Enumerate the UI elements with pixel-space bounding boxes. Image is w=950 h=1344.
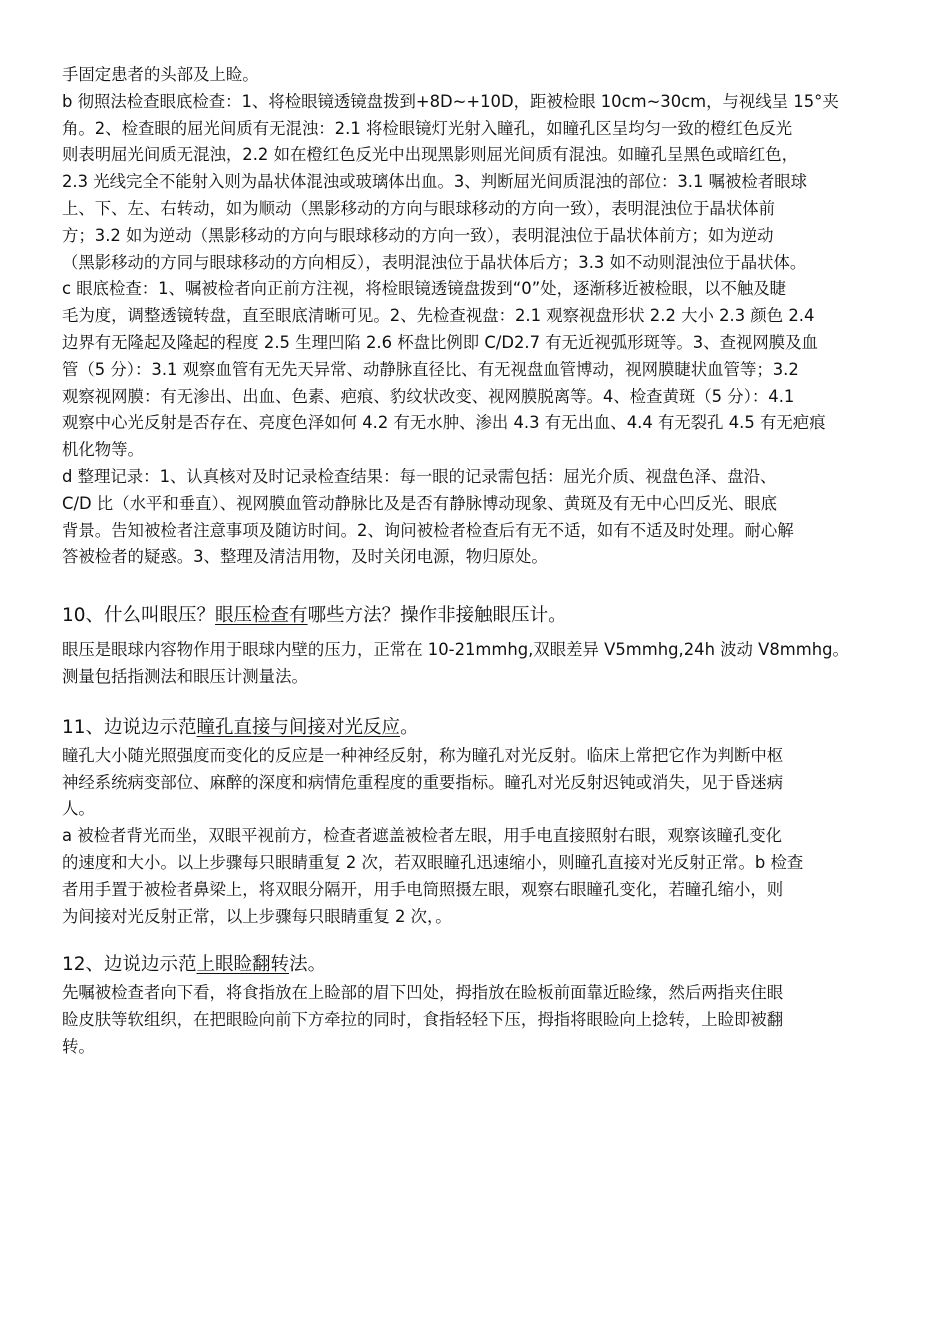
heading-underlined-text: 上眼睑翻转: [196, 954, 290, 976]
paragraph-line: 毛为度，调整透镜转盘，直至眼底清晰可见。2、先检查视盘：2.1 观察视盘形状 2.2 大小 2.3 颜色 2.4: [62, 306, 815, 326]
paragraph-line: 背景。告知被检者注意事项及随访时间。2、询问被检者检查后有无不适，如有不适及时处理。耐心解: [62, 520, 794, 540]
paragraph-line: 手固定患者的头部及上睑。: [62, 65, 259, 84]
paragraph-line: 者用手置于被检者鼻梁上，将双眼分隔开，用手电筒照摄左眼，观察右眼瞳孔变化，若瞳孔缩小，则: [62, 879, 784, 899]
paragraph-line: 则表明屈光间质无混浊，2.2 如在橙红色反光中出现黑影则屈光间质有混浊。如瞳孔呈黑色或暗红色，: [62, 145, 799, 165]
paragraph-line: 答被检者的疑惑。3、整理及清洁用物，及时关闭电源，物归原处。: [62, 547, 548, 567]
paragraph-line: 眼压是眼球内容物作用于眼球内壁的压力，正常在 10-21mmhg,双眼差异 V5mmhg,24h 波动 V8mmhg。: [62, 640, 849, 660]
paragraph-line: a 被检者背光而坐，双眼平视前方，检查者遮盖被检者左眼，用手电直接照射右眼，观察该瞳孔变化: [62, 826, 783, 846]
paragraph-line: C/D 比（水平和垂直）、视网膜血管动静脉比及是否有静脉博动现象、黄斑及有无中心凹反光、眼底: [62, 493, 778, 513]
paragraph-line: 先嘱被检查者向下看，将食指放在上睑部的眉下凹处，拇指放在睑板前面靠近睑缘，然后两指夹住眼: [62, 983, 784, 1003]
question-11-heading: [62, 713, 897, 743]
heading-text: 10、什么叫眼压？: [62, 605, 216, 627]
paragraph-line: 角。2、检查眼的屈光间质有无混浊：2.1 将检眼镜灯光射入瞳孔，如瞳孔区呈均匀一致的橙红色反光: [62, 118, 793, 138]
paragraph-line: 转。: [62, 1036, 95, 1056]
question-11-section: [62, 713, 897, 931]
question-12-section: [62, 950, 897, 1060]
paragraph-line: 人。: [62, 799, 95, 819]
paragraph-line: 上、下、左、右转动，如为顺动（黑影移动的方向与眼球移动的方向一致），表明混浊位于晶状体前: [62, 198, 775, 218]
paragraph-line: 神经系统病变部位、麻醉的深度和病情危重程度的重要指标。瞳孔对光反射迟钝或消失，见于昏迷病: [62, 772, 784, 792]
paragraph-line: 观察中心光反射是否存在、亮度色泽如何 4.2 有无水肿、渗出 4.3 有无出血、4.4 有无裂孔 4.5 有无疤痕: [62, 413, 826, 433]
heading-text: 哪些方法？操作非接触眼压计。: [307, 605, 567, 627]
paragraph-line: 2.3 光线完全不能射入则为晶状体混浊或玻璃体出血。3、判断屈光间质混浊的部位：3.1 嘱被检者眼球: [62, 172, 807, 192]
intro-section: [62, 62, 897, 571]
heading-text: 。: [400, 716, 419, 738]
paragraph-line: 边界有无隆起及隆起的程度 2.5 生理凹陷 2.6 杯盘比例即 C/D2.7 有无近视弧形斑等。3、查视网膜及血: [62, 332, 818, 352]
paragraph-line: 管（5 分）：3.1 观察血管有无先天异常、动静脉直径比、有无视盘血管博动，视网膜睫状血管等；3.2: [62, 359, 799, 379]
paragraph-line: d 整理记录：1、认真核对及时记录检查结果：每一眼的记录需包括：屈光介质、视盘色泽、盘沿、: [62, 466, 777, 486]
heading-underlined-text: 眼压检查有: [215, 605, 308, 627]
document-page: [62, 62, 897, 1061]
paragraph-line: 测量包括指测法和眼压计测量法。: [62, 666, 308, 686]
question-10-section: [62, 601, 897, 691]
paragraph-line: （黑影移动的方同与眼球移动的方向相反），表明混浊位于晶状体后方；3.3 如不动则混浊位于晶状体。: [62, 252, 807, 272]
heading-text: 12、边说边示范: [62, 954, 197, 976]
heading-text: 法。: [289, 954, 327, 976]
paragraph-line: 为间接对光反射正常，以上步骤每只眼睛重复 2 次，。: [62, 906, 452, 926]
heading-text: 11、边说边示范: [62, 716, 197, 738]
paragraph-line: 方；3.2 如为逆动（黑影移动的方向与眼球移动的方向一致），表明混浊位于晶状体前方；如为逆动: [62, 225, 774, 245]
paragraph-line: 的速度和大小。以上步骤每只眼睛重复 2 次，若双眼瞳孔迅速缩小，则瞳孔直接对光反射正常。b 检查: [62, 852, 804, 872]
paragraph-line: c 眼底检查：1、嘱被检者向正前方注视，将检眼镜透镜盘拨到“0”处，逐渐移近被检眼，以不触及睫: [62, 279, 787, 299]
paragraph-line: 观察视网膜：有无渗出、出血、色素、疤痕、豹纹状改变、视网膜脱离等。4、检查黄斑（5 分）：4.1: [62, 386, 795, 406]
question-10-heading: [62, 601, 897, 631]
question-12-heading: [62, 950, 897, 980]
paragraph-line: b 彻照法检查眼底检查：1、将检眼镜透镜盘拨到+8D~+10D，距被检眼 10cm~30cm，与视线呈 15°夹: [62, 91, 839, 111]
paragraph-line: 机化物等。: [62, 440, 144, 460]
paragraph-line: 睑皮肤等软组织，在把眼睑向前下方牵拉的同时，食指轻轻下压，拇指将眼睑向上捻转，上睑即被翻: [62, 1010, 784, 1030]
paragraph-line: 瞳孔大小随光照强度而变化的反应是一种神经反射，称为瞳孔对光反射。临床上常把它作为判断中枢: [62, 745, 784, 765]
heading-underlined-text: 瞳孔直接与间接对光反应: [196, 716, 401, 738]
